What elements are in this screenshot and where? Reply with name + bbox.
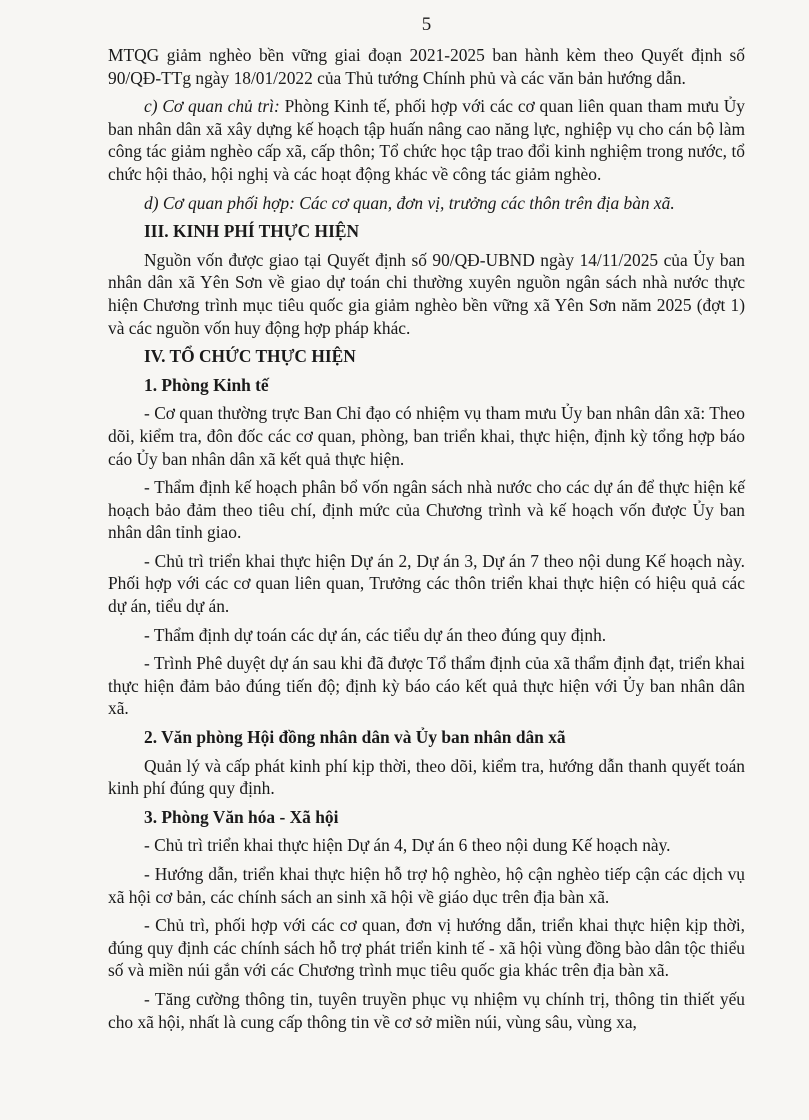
- paragraph-continuation: MTQG giảm nghèo bền vững giai đoạn 2021-2025 ban hành kèm theo Quyết định số 90/QĐ-TTg ngày 18/01/2022 của Thủ tướng Chính phủ và các văn bản hướng dẫn.: [108, 45, 745, 88]
- lead-text: Phòng Kinh tế, phối hợp với các cơ quan liên quan tham mưu Ủy ban nhân dân xã xây dựng kế hoạch tập huấn nâng cao năng lực, nghiệp vụ cho cán bộ làm công tác giảm nghèo cấp xã, cấp thôn; Tổ chức học tập trao đổi kinh nghiệm trong nước, tổ chức hội thảo, hội nghị và các hoạt động khác về công tác giảm nghèo.: [108, 96, 745, 184]
- paragraph: - Cơ quan thường trực Ban Chỉ đạo có nhiệm vụ tham mưu Ủy ban nhân dân xã: Theo dõi, kiểm tra, đôn đốc các cơ quan, phòng, ban triển khai, thực hiện, định kỳ tổng hợp báo cáo Ủy ban nhân dân xã kết quả thực hiện.: [108, 403, 745, 469]
- paragraph: - Thẩm định dự toán các dự án, các tiểu dự án theo đúng quy định.: [144, 624, 607, 645]
- section-heading-funding: III. KINH PHÍ THỰC HIỆN: [144, 221, 360, 242]
- paragraph: - Chủ trì triển khai thực hiện Dự án 4, Dự án 6 theo nội dung Kế hoạch này.: [144, 835, 671, 856]
- page-number: 5: [421, 14, 432, 35]
- paragraph: - Trình Phê duyệt dự án sau khi đã được Tổ thẩm định của xã thẩm định đạt, triển khai thực hiện đảm bảo đúng tiến độ; định kỳ báo cáo kết quả thực hiện với Ủy ban nhân dân xã.: [108, 653, 745, 719]
- paragraph: Quản lý và cấp phát kinh phí kịp thời, theo dõi, kiểm tra, hướng dẫn thanh quyết toán kinh phí đúng quy định.: [108, 755, 745, 799]
- paragraph: - Tăng cường thông tin, tuyên truyền phục vụ nhiệm vụ chính trị, thông tin thiết yếu cho xã hội, nhất là cung cấp thông tin về cơ sở miền núi, vùng sâu, vùng xa,: [108, 988, 745, 1032]
- lead-label: c) Cơ quan chủ trì:: [144, 96, 280, 117]
- paragraph: - Chủ trì, phối hợp với các cơ quan, đơn vị hướng dẫn, triển khai thực hiện kịp thời, đúng quy định các chính sách hỗ trợ phát triển kinh tế - xã hội vùng đồng bào dân tộc thiểu số và miền núi gắn với các Chương trình mục tiêu quốc gia khác trên địa bàn xã.: [108, 915, 745, 981]
- subheading-office-council: 2. Văn phòng Hội đồng nhân dân và Ủy ban nhân dân xã: [144, 727, 566, 748]
- section-heading-implementation: IV. TỔ CHỨC THỰC HIỆN: [144, 346, 356, 367]
- subheading-economic-office: 1. Phòng Kinh tế: [144, 374, 269, 395]
- paragraph: - Chủ trì triển khai thực hiện Dự án 2, Dự án 3, Dự án 7 theo nội dung Kế hoạch này. Phối hợp với các cơ quan liên quan, Trưởng các thôn triển khai thực hiện có hiệu quả các dự án, tiểu dự án.: [108, 550, 745, 617]
- paragraph-coordinating-agency: d) Cơ quan phối hợp: Các cơ quan, đơn vị, trưởng các thôn trên địa bàn xã.: [144, 192, 675, 213]
- paragraph-lead-agency: [108, 95, 745, 185]
- paragraph: Nguồn vốn được giao tại Quyết định số 90/QĐ-UBND ngày 14/11/2025 của Ủy ban nhân dân xã Yên Sơn về giao dự toán chi thường xuyên nguồn ngân sách nhà nước thực hiện Chương trình mục tiêu quốc gia giảm nghèo bền vững xã Yên Sơn năm 2025 (đợt 1) và các nguồn vốn huy động hợp pháp khác.: [108, 249, 745, 338]
- paragraph: - Hướng dẫn, triển khai thực hiện hỗ trợ hộ nghèo, hộ cận nghèo tiếp cận các dịch vụ xã hội cơ bản, các chính sách an sinh xã hội về giáo dục trên địa bàn xã.: [108, 864, 745, 907]
- subheading-culture-society: 3. Phòng Văn hóa - Xã hội: [144, 806, 339, 827]
- paragraph: - Thẩm định kế hoạch phân bổ vốn ngân sách nhà nước cho các dự án để thực hiện kế hoạch bảo đảm theo tiêu chí, định mức của Chương trình và kế hoạch vốn được Ủy ban nhân dân tỉnh giao.: [108, 477, 745, 543]
